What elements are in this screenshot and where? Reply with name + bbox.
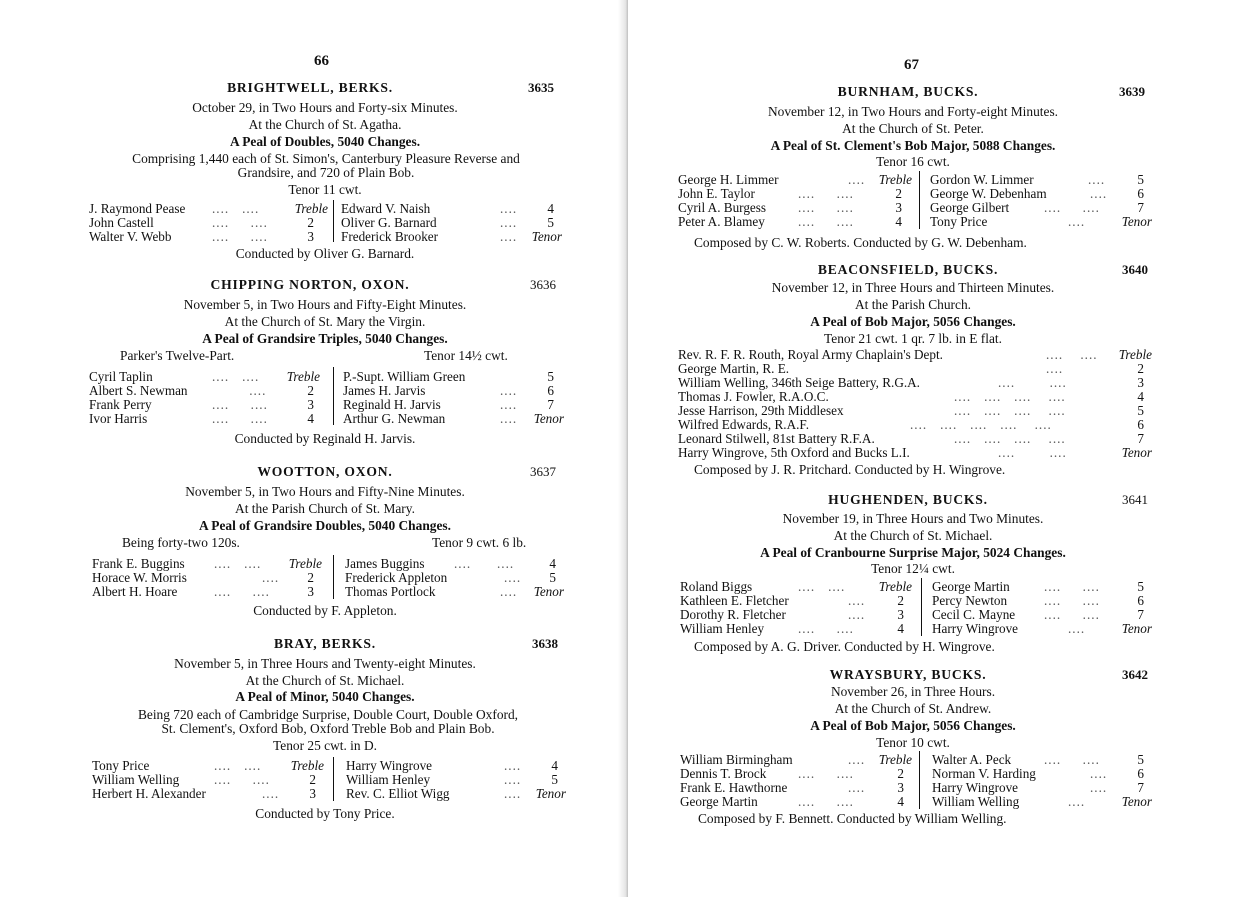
ringer-name: Cecil C. Mayne <box>932 607 1016 622</box>
peal-date: November 12, in Three Hours and Thirteen Minutes. <box>771 280 1055 295</box>
bell-number: 2 <box>307 570 314 585</box>
bell-number: 5 <box>547 215 554 230</box>
bell-number: 3 <box>309 786 316 801</box>
bell-number: 5 <box>547 369 554 384</box>
peal-title: A Peal of Grandsire Triples, 5040 Changes. <box>202 331 448 346</box>
peal-place: BRAY, BERKS. <box>274 636 376 651</box>
peal-title: A Peal of Bob Major, 5056 Changes. <box>810 314 1016 329</box>
bell-number: 5 <box>1137 172 1144 187</box>
bell-number: 2 <box>897 766 904 781</box>
peal-number: 3639 <box>1119 84 1145 99</box>
peal-date: November 5, in Two Hours and Fifty-Nine Minutes. <box>185 484 465 499</box>
right-page: 67 BURNHAM, BUCKS. 3639 November 12, in Two Hours and Forty-eight Minutes. At the Church of St. Peter. A Peal of St. Clement's Bob Major, 5088 Changes. Tenor 16 cwt. George H. Limmer .... Treble John E. Taylor .... .... 2 Cyril A. Burgess .... .... 3 Peter A. Blamey .... .... 4 Gordon W. Limmer .... 5 George W. Debenham .... 6 George Gilbert .... .... 7 Tony Price .... Tenor Composed by C. W. Roberts. Conducted by G. W. Debenham. BEACONSFIELD, BUCKS. 3640 November 12, in Three Hours and Thirteen Minutes. At the Parish Church. A Peal of Bob Major, 5056 Changes. Tenor 21 cwt. 1 qr. 7 lb. in E flat. Rev. R. F. R. Routh, Royal Army Chaplain's Dept. .... .... Treble George Martin, R. E. .... 2 William Welling, 346th Seige Battery, R.G.A. .... .... 3 Thomas J. Fowler, R.A.O.C. .... .... .... .... 4 Jesse Harrison, 29th Middlesex .... .... .... .... 5 Wilfred Edwards, R.A.F. .... .... .... .... .... 6 Leonard Stilwell, 81st Battery R.F.A. .... .... .... .... 7 Harry Wingrove, 5th Oxford and Bucks L.I. .... .... Tenor Composed by J. R. Pritchard. Conducted by H. Wingrove. HUGHENDEN, BUCKS. 3641 November 19, in Three Hours and Two Minutes. At the Church of St. Michael. A Peal of Cranbourne Surprise Major, 5024 Changes. Tenor 12¼ cwt. Roland Biggs .... .... Treble Kathleen E. Fletcher .... 2 Dorothy R. Fletcher .... 3 William Henley .... .... 4 George Martin .... .... 5 Percy Newton .... .... 6 Cecil C. Mayne .... .... 7 Harry Wingrove .... Tenor Composed by A. G. Driver. Conducted by H. Wingrove. WRAYSBURY, BUCKS. 3642 November 26, in Three Hours. At the Church of St. Andrew. A Peal of Bob Major, 5056 Changes. Tenor 10 cwt. William Birmingham .... Treble Dennis T. Brock .... .... 2 Frank E. Hawthorne .... 3 George Martin .... .... 4 Walter A. Peck .... .... 5 Norman V. Harding .... 6 Harry Wingrove .... 7 William Welling .... Tenor Composed by F. Bennett. Conducted by William Welling. <box>628 0 1250 897</box>
peal-footer: Conducted by Tony Price. <box>255 806 395 821</box>
ringer-name: Dennis T. Brock <box>680 766 767 781</box>
peal-footer: Conducted by F. Appleton. <box>253 603 397 618</box>
bell-number: Tenor <box>533 411 564 426</box>
ringer-name: Wilfred Edwards, R.A.F. <box>678 417 809 432</box>
peal-number: 3640 <box>1122 262 1148 277</box>
peal-place: BURNHAM, BUCKS. <box>837 84 979 99</box>
bell-number: 4 <box>549 556 556 571</box>
peal-place: HUGHENDEN, BUCKS. <box>828 492 988 507</box>
bell-number: 2 <box>307 215 314 230</box>
peal-place: CHIPPING NORTON, OXON. <box>210 277 410 292</box>
bell-number: 5 <box>1137 752 1144 767</box>
ringer-name: Albert S. Newman <box>89 383 188 398</box>
ringer-name: George H. Limmer <box>678 172 779 187</box>
bell-number: 4 <box>897 621 904 636</box>
ringer-name: Percy Newton <box>932 593 1008 608</box>
peal-footer: Conducted by Reginald H. Jarvis. <box>234 431 416 446</box>
ringer-name: Reginald H. Jarvis <box>343 397 441 412</box>
peal-tenor: Tenor 12¼ cwt. <box>871 561 955 576</box>
peal-place: BEACONSFIELD, BUCKS. <box>817 262 999 277</box>
ringer-name: Thomas J. Fowler, R.A.O.C. <box>678 389 829 404</box>
bell-number: Tenor <box>531 229 562 244</box>
peal-number: 3638 <box>532 636 558 651</box>
ringer-name: J. Raymond Pease <box>89 201 186 216</box>
bell-number: Treble <box>1118 347 1152 362</box>
ringer-name: Frank E. Buggins <box>92 556 185 571</box>
ringer-name: Frederick Appleton <box>345 570 448 585</box>
ringer-name: Walter V. Webb <box>89 229 172 244</box>
ringer-name: William Henley <box>346 772 431 787</box>
ringer-name: Edward V. Naish <box>341 201 431 216</box>
peal-title: A Peal of Minor, 5040 Changes. <box>235 689 415 704</box>
bell-number: 5 <box>549 570 556 585</box>
peal-number: 3637 <box>530 464 556 479</box>
bell-number: Tenor <box>533 584 564 599</box>
ringer-name: Jesse Harrison, 29th Middlesex <box>678 403 844 418</box>
bell-number: 2 <box>897 593 904 608</box>
ringer-name: George Martin, R. E. <box>678 361 790 376</box>
ringer-name: George Martin <box>932 579 1010 594</box>
ringer-name: Arthur G. Newman <box>343 411 446 426</box>
peal-footer: Conducted by Oliver G. Barnard. <box>235 246 415 261</box>
page-number: 67 <box>904 57 919 73</box>
bell-number: 7 <box>1137 431 1144 446</box>
bell-number: 4 <box>551 758 558 773</box>
bell-number: 5 <box>1137 403 1144 418</box>
peal-footer: Composed by A. G. Driver. Conducted by H. Wingrove. <box>694 639 995 654</box>
ringer-name: Rev. R. F. R. Routh, Royal Army Chaplain's Dept. <box>678 347 943 362</box>
ringer-name: John Castell <box>89 215 154 230</box>
peal-church: At the Church of St. Agatha. <box>248 117 402 132</box>
bell-number: 6 <box>1137 186 1144 201</box>
peal-footer: Composed by J. R. Pritchard. Conducted by H. Wingrove. <box>694 462 1006 477</box>
bell-number: 7 <box>1137 780 1144 795</box>
bell-number: 4 <box>547 201 554 216</box>
ringer-name: Herbert H. Alexander <box>92 786 206 801</box>
peal-footer: Composed by F. Bennett. Conducted by William Welling. <box>698 811 1007 826</box>
ringer-name: Roland Biggs <box>680 579 753 594</box>
bell-number: 3 <box>307 584 314 599</box>
ringer-name: Harry Wingrove <box>932 780 1019 795</box>
peal-tenor: Tenor 9 cwt. 6 lb. <box>432 535 527 550</box>
ringer-name: Frank Perry <box>89 397 152 412</box>
bell-number: Treble <box>878 579 912 594</box>
peal-tenor: Tenor 10 cwt. <box>876 735 950 750</box>
bell-number: 4 <box>897 794 904 809</box>
peal-number: 3642 <box>1122 667 1148 682</box>
peal-date: November 19, in Three Hours and Two Minutes. <box>782 511 1044 526</box>
bell-number: Tenor <box>535 786 566 801</box>
peal-title: A Peal of Bob Major, 5056 Changes. <box>810 718 1016 733</box>
ringer-name: Leonard Stilwell, 81st Battery R.F.A. <box>678 431 875 446</box>
bell-number: 3 <box>895 200 902 215</box>
peal-church: At the Church of St. Mary the Virgin. <box>224 314 426 329</box>
bell-number: Treble <box>878 752 912 767</box>
bell-number: 4 <box>307 411 314 426</box>
ringer-name: William Welling <box>92 772 180 787</box>
bell-number: 3 <box>1137 375 1144 390</box>
ringer-name: Horace W. Morris <box>92 570 187 585</box>
bell-number: 6 <box>1137 417 1144 432</box>
peal-place: BRIGHTWELL, BERKS. <box>227 80 393 95</box>
ringer-name: Tony Price <box>930 214 988 229</box>
peal-tenor: Tenor 21 cwt. 1 qr. 7 lb. in E flat. <box>824 331 1002 346</box>
peal-date: November 5, in Three Hours and Twenty-eight Minutes. <box>174 656 476 671</box>
bell-number: 6 <box>1137 766 1144 781</box>
bell-number: 4 <box>1137 389 1144 404</box>
bell-number: Tenor <box>1121 621 1152 636</box>
peal-number: 3636 <box>530 277 556 292</box>
peal-title: A Peal of Cranbourne Surprise Major, 5024 Changes. <box>760 545 1066 560</box>
ringer-name: William Birmingham <box>680 752 793 767</box>
bell-number: 3 <box>307 229 314 244</box>
bell-number: 2 <box>309 772 316 787</box>
bell-number: Treble <box>286 369 320 384</box>
peal-note: St. Clement's, Oxford Bob, Oxford Treble Bob and Plain Bob. <box>161 721 495 736</box>
peal-place: WRAYSBURY, BUCKS. <box>829 667 987 682</box>
ringer-name: Frederick Brooker <box>341 229 439 244</box>
ringer-name: Kathleen E. Fletcher <box>680 593 789 608</box>
bell-number: 2 <box>1137 361 1144 376</box>
peal-title: A Peal of Grandsire Doubles, 5040 Changes. <box>199 518 451 533</box>
peal-date: November 26, in Three Hours. <box>830 684 996 699</box>
bell-number: 5 <box>1137 579 1144 594</box>
peal-tenor: Tenor 14½ cwt. <box>424 348 508 363</box>
peal-church: At the Parish Church. <box>854 297 972 312</box>
bell-number: 5 <box>551 772 558 787</box>
peal-date: November 12, in Two Hours and Forty-eight Minutes. <box>767 104 1059 119</box>
ringer-name: Gordon W. Limmer <box>930 172 1034 187</box>
peal-church: At the Church of St. Andrew. <box>834 701 992 716</box>
peal-note: Comprising 1,440 each of St. Simon's, Canterbury Pleasure Reverse and <box>132 151 520 166</box>
ringer-name: Frank E. Hawthorne <box>680 780 788 795</box>
ringer-name: George Gilbert <box>930 200 1010 215</box>
bell-number: Tenor <box>1121 794 1152 809</box>
ringer-name: William Welling, 346th Seige Battery, R.G.A. <box>678 375 920 390</box>
ringer-name: Cyril A. Burgess <box>678 200 767 215</box>
ringer-name: Tony Price <box>92 758 150 773</box>
peal-date: November 5, in Two Hours and Fifty-Eight Minutes. <box>183 297 467 312</box>
bell-number: Treble <box>878 172 912 187</box>
ringer-name: John E. Taylor <box>678 186 755 201</box>
ringer-name: Oliver G. Barnard <box>341 215 437 230</box>
peal-footer: Composed by C. W. Roberts. Conducted by G. W. Debenham. <box>694 235 1027 250</box>
peal-number: 3635 <box>528 80 554 95</box>
bell-number: 3 <box>897 780 904 795</box>
peal-tenor: Tenor 25 cwt. in D. <box>273 738 377 753</box>
ringer-name: Norman V. Harding <box>932 766 1036 781</box>
ringer-name: James H. Jarvis <box>343 383 426 398</box>
peal-number: 3641 <box>1122 492 1148 507</box>
peal-composition: Being forty-two 120s. <box>122 535 240 550</box>
ringer-name: William Henley <box>680 621 765 636</box>
peal-title: A Peal of St. Clement's Bob Major, 5088 Changes. <box>770 138 1056 153</box>
peal-tenor: Tenor 11 cwt. <box>288 182 362 197</box>
ringer-name: Harry Wingrove <box>346 758 433 773</box>
bell-number: 3 <box>307 397 314 412</box>
ringer-name: William Welling <box>932 794 1020 809</box>
ringer-name: Walter A. Peck <box>932 752 1012 767</box>
ringer-name: Rev. C. Elliot Wigg <box>346 786 450 801</box>
bell-number: Tenor <box>1121 214 1152 229</box>
ringer-name: Albert H. Hoare <box>92 584 178 599</box>
bell-number: 3 <box>897 607 904 622</box>
ringer-name: Harry Wingrove <box>932 621 1019 636</box>
bell-number: 7 <box>547 397 554 412</box>
ringer-name: George Martin <box>680 794 758 809</box>
peal-tenor: Tenor 16 cwt. <box>876 154 950 169</box>
bell-number: Treble <box>290 758 324 773</box>
ringer-name: Thomas Portlock <box>345 584 436 599</box>
peal-title: A Peal of Doubles, 5040 Changes. <box>229 134 421 149</box>
peal-church: At the Parish Church of St. Mary. <box>235 501 415 516</box>
peal-note: Grandsire, and 720 of Plain Bob. <box>237 165 415 180</box>
bell-number: 6 <box>547 383 554 398</box>
bell-number: 6 <box>1137 593 1144 608</box>
ringer-name: Peter A. Blamey <box>678 214 765 229</box>
bell-number: 7 <box>1137 200 1144 215</box>
bell-number: Tenor <box>1121 445 1152 460</box>
bell-number: 2 <box>307 383 314 398</box>
peal-church: At the Church of St. Michael. <box>245 673 405 688</box>
peal-note: Being 720 each of Cambridge Surprise, Double Court, Double Oxford, <box>137 707 519 722</box>
peal-composition: Parker's Twelve-Part. <box>120 348 235 363</box>
peal-church: At the Church of St. Michael. <box>833 528 993 543</box>
ringer-name: Ivor Harris <box>89 411 148 426</box>
bell-number: Treble <box>288 556 322 571</box>
ringer-name: Dorothy R. Fletcher <box>680 607 786 622</box>
peal-date: October 29, in Two Hours and Forty-six Minutes. <box>192 100 458 115</box>
bell-number: Treble <box>294 201 328 216</box>
bell-number: 2 <box>895 186 902 201</box>
ringer-name: P.-Supt. William Green <box>343 369 466 384</box>
ringer-name: Cyril Taplin <box>89 369 153 384</box>
ringer-name: James Buggins <box>345 556 425 571</box>
ringer-name: Harry Wingrove, 5th Oxford and Bucks L.I. <box>678 445 910 460</box>
left-page: 66 BRIGHTWELL, BERKS. 3635 October 29, in Two Hours and Forty-six Minutes. At the Church of St. Agatha. A Peal of Doubles, 5040 Changes. Comprising 1,440 each of St. Simon's, Canterbury Pleasure Reverse and Grandsire, and 720 of Plain Bob. Tenor 11 cwt. J. Raymond Pease .... .... Treble John Castell .... .... 2 Walter V. Webb .... .... 3 Edward V. Naish .... 4 Oliver G. Barnard .... 5 Frederick Brooker .... Tenor Conducted by Oliver G. Barnard. CHIPPING NORTON, OXON. 3636 November 5, in Two Hours and Fifty-Eight Minutes. At the Church of St. Mary the Virgin. A Peal of Grandsire Triples, 5040 Changes. Parker's Twelve-Part. Tenor 14½ cwt. Cyril Taplin .... .... Treble Albert S. Newman .... 2 Frank Perry .... .... 3 Ivor Harris .... .... 4 P.-Supt. William Green 5 James H. Jarvis .... 6 Reginald H. Jarvis .... 7 Arthur G. Newman .... Tenor Conducted by Reginald H. Jarvis. WOOTTON, OXON. 3637 November 5, in Two Hours and Fifty-Nine Minutes. At the Parish Church of St. Mary. A Peal of Grandsire Doubles, 5040 Changes. Being forty-two 120s. Tenor 9 cwt. 6 lb. Frank E. Buggins .... .... Treble Horace W. Morris .... 2 Albert H. Hoare .... .... 3 James Buggins .... .... 4 Frederick Appleton .... 5 Thomas Portlock .... Tenor Conducted by F. Appleton. BRAY, BERKS. 3638 November 5, in Three Hours and Twenty-eight Minutes. At the Church of St. Michael. A Peal of Minor, 5040 Changes. Being 720 each of Cambridge Surprise, Double Court, Double Oxford, St. Clement's, Oxford Bob, Oxford Treble Bob and Plain Bob. Tenor 25 cwt. in D. Tony Price .... .... Treble William Welling .... .... 2 Herbert H. Alexander .... 3 Harry Wingrove .... 4 William Henley .... 5 Rev. C. Elliot Wigg .... Tenor Conducted by Tony Price. <box>0 0 628 897</box>
bell-number: 4 <box>895 214 902 229</box>
peal-church: At the Church of St. Peter. <box>842 121 984 136</box>
peal-place: WOOTTON, OXON. <box>257 464 393 479</box>
ringer-name: George W. Debenham <box>930 186 1047 201</box>
bell-number: 7 <box>1137 607 1144 622</box>
page-number: 66 <box>314 53 329 69</box>
